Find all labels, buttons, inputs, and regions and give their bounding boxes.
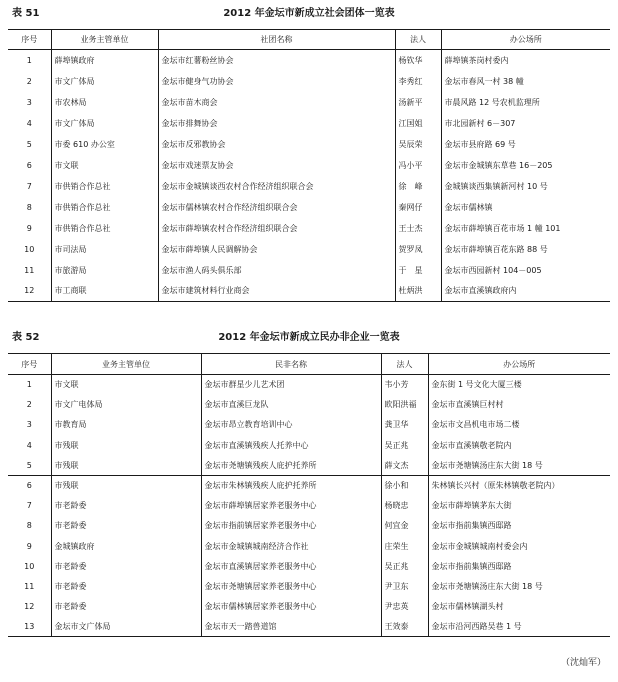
table-row	[8, 134, 610, 155]
table-row	[8, 50, 610, 71]
table-cell: 市文联	[51, 375, 201, 395]
table-cell: 吴辰荣	[395, 134, 441, 155]
table-cell: 金坛市反邪教协会	[158, 134, 395, 155]
table-cell: 市旅游局	[51, 260, 158, 281]
table-cell: 市农林局	[51, 92, 158, 113]
table-cell: 12	[24, 602, 35, 612]
table-cell: 6	[8, 475, 51, 495]
column-header: 序号	[8, 354, 51, 375]
table-cell: 7	[26, 501, 32, 511]
table-cell: 金坛市金城镇城南村委会内	[428, 536, 610, 556]
table-cell: 于 星	[395, 260, 441, 281]
table-cell: 金坛市薛埠镇农村合作经济组织联合会	[158, 218, 395, 239]
table-row	[8, 260, 610, 281]
table-cell: 市老龄委	[51, 597, 201, 617]
table-cell: 市委 610 办公室	[51, 134, 158, 155]
table-row	[8, 455, 610, 475]
table-cell: 金坛市金城镇东草巷 16－205	[441, 155, 610, 176]
table-row	[8, 597, 610, 617]
table-row	[8, 239, 610, 260]
table-cell: 金坛市薛埠镇居家养老服务中心	[201, 496, 381, 516]
table-row	[8, 281, 610, 302]
table-cell: 欧阳洪福	[381, 395, 428, 415]
table-cell: 王效泰	[381, 617, 428, 637]
table-cell: 徐小和	[381, 475, 428, 495]
table-cell: 李秀红	[395, 71, 441, 92]
table-row	[8, 536, 610, 556]
table-cell: 市老龄委	[51, 496, 201, 516]
table-51	[8, 29, 610, 302]
table-cell: 金坛市红薯粉丝协会	[158, 50, 395, 71]
table-cell: 贺罗凤	[395, 239, 441, 260]
table-cell: 金坛市指前集镇西邸路	[428, 516, 610, 536]
table-51-header	[8, 6, 610, 22]
table-cell: 金坛市排舞协会	[158, 113, 395, 134]
table-cell: 金坛市金城镇城南经济合作社	[201, 536, 381, 556]
table-cell: 3	[26, 420, 32, 430]
table-cell: 金坛市建筑材料行业商会	[158, 281, 395, 302]
table-cell: 市文广体局	[51, 71, 158, 92]
table-cell: 11	[24, 581, 35, 591]
table-cell: 金坛市渔人码头俱乐部	[158, 260, 395, 281]
table-cell: 金坛市健身气功协会	[158, 71, 395, 92]
table-cell: 金坛市儒林镇	[441, 197, 610, 218]
column-header: 业务主管单位	[51, 30, 158, 50]
table-cell: 金坛市群星少儿艺术团	[201, 375, 381, 395]
table-cell: 金城镇谈西集镇新河村 10 号	[441, 176, 610, 197]
table-51-label: 表 51	[12, 8, 40, 19]
table-52-body	[8, 375, 610, 637]
table-cell: 金坛市直溪镇敬老院内	[428, 435, 610, 455]
table-cell: 金坛市尧塘镇残疾人庇护托养所	[201, 455, 381, 475]
table-row	[8, 218, 610, 239]
table-51-body	[8, 50, 610, 302]
table-cell: 1	[26, 55, 32, 65]
table-cell: 朱林镇长兴村（原朱林镇敬老院内）	[428, 475, 610, 495]
table-cell: 6	[26, 160, 32, 170]
table-cell: 冯小平	[395, 155, 441, 176]
author-signature: （沈灿军）	[560, 658, 606, 668]
table-cell: 金城镇政府	[51, 536, 201, 556]
table-cell: 金坛市金城镇谈西农村合作经济组织联合会	[158, 176, 395, 197]
table-cell: 金坛市儒林镇居家养老服务中心	[201, 597, 381, 617]
table-cell: 秦网仔	[395, 197, 441, 218]
table-row	[8, 375, 610, 395]
table-cell: 市老龄委	[51, 516, 201, 536]
table-cell: 吴正兆	[381, 435, 428, 455]
table-cell: 11	[24, 265, 35, 275]
table-cell: 市残联	[51, 435, 201, 455]
table-row	[8, 197, 610, 218]
table-cell: 杜炳洪	[395, 281, 441, 302]
column-header: 法人	[395, 30, 441, 50]
table-cell: 江国姐	[395, 113, 441, 134]
table-cell: 市供销合作总社	[51, 176, 158, 197]
table-cell: 金坛市儒林镇湖头村	[428, 597, 610, 617]
table-cell: 13	[8, 617, 51, 637]
table-cell: 市供销合作总社	[51, 197, 158, 218]
table-cell: 4	[26, 440, 32, 450]
table-cell: 金东街 1 号文化大厦三楼	[428, 375, 610, 395]
table-cell: 金坛市薛埠镇人民调解协会	[158, 239, 395, 260]
table-cell: 王士杰	[395, 218, 441, 239]
table-cell: 金坛市直溪镇居家养老服务中心	[201, 556, 381, 576]
table-cell: 市工商联	[51, 281, 158, 302]
table-cell: 韦小芳	[381, 375, 428, 395]
table-cell: 10	[24, 561, 35, 571]
table-cell: 金坛市尧塘镇汤庄东大街 18 号	[428, 455, 610, 475]
table-cell: 金坛市儒林镇农村合作经济组织联合会	[158, 197, 395, 218]
table-cell: 市文联	[51, 155, 158, 176]
table-52	[8, 353, 610, 637]
table-cell: 金坛市西园新村 104－005	[441, 260, 610, 281]
column-header: 办公场所	[441, 30, 610, 50]
table-row	[8, 435, 610, 455]
table-cell: 金坛市春风一村 38 幢	[441, 71, 610, 92]
table-row	[8, 516, 610, 536]
table-cell: 杨钦华	[395, 50, 441, 71]
table-cell: 3	[26, 97, 32, 107]
table-cell: 9	[26, 223, 32, 233]
table-cell: 市晨风路 12 号农机监理所	[441, 92, 610, 113]
table-cell: 金坛市县府路 69 号	[441, 134, 610, 155]
table-row	[8, 176, 610, 197]
table-cell: 市北园新村 6－307	[441, 113, 610, 134]
table-cell: 金坛市直溪镇政府内	[441, 281, 610, 302]
table-cell: 9	[26, 541, 32, 551]
table-52-title: 2012 年金坛市新成立民办非企业一览表	[218, 332, 400, 343]
table-cell: 金坛市指前集镇西邸路	[428, 556, 610, 576]
table-row	[8, 617, 610, 637]
table-cell: 尹卫东	[381, 576, 428, 596]
table-cell: 市老龄委	[51, 576, 201, 596]
table-cell: 金坛市文广体局	[51, 617, 201, 637]
table-row	[8, 576, 610, 596]
table-cell: 金坛市苗木商会	[158, 92, 395, 113]
table-51-header-row	[8, 30, 610, 50]
table-cell: 金坛市天一踏兽道馆	[201, 617, 381, 637]
table-row	[8, 155, 610, 176]
table-cell: 金坛市直溪镇残疾人托养中心	[201, 435, 381, 455]
table-cell: 8	[26, 521, 32, 531]
column-header: 序号	[8, 30, 51, 50]
table-row	[8, 556, 610, 576]
table-cell: 市文广体局	[51, 113, 158, 134]
table-cell: 金坛市直溪镇巨村村	[428, 395, 610, 415]
column-header: 法人	[381, 354, 428, 375]
table-51-title: 2012 年金坛市新成立社会团体一览表	[223, 8, 395, 19]
table-cell: 2	[26, 76, 32, 86]
table-cell: 何宜金	[381, 516, 428, 536]
table-row	[8, 71, 610, 92]
table-cell: 市残联	[51, 455, 201, 475]
table-52-header-row	[8, 354, 610, 375]
table-cell: 汤新平	[395, 92, 441, 113]
table-cell: 4	[26, 118, 32, 128]
table-cell: 2	[26, 400, 32, 410]
table-cell: 金坛市薛埠镇百花市场 1 幢 101	[441, 218, 610, 239]
table-cell: 龚卫华	[381, 415, 428, 435]
table-cell: 金坛市文昌机电市场二楼	[428, 415, 610, 435]
table-cell: 5	[26, 460, 32, 470]
table-cell: 8	[26, 202, 32, 212]
table-row	[8, 415, 610, 435]
table-cell: 5	[26, 139, 32, 149]
table-cell: 10	[24, 244, 35, 254]
table-cell: 7	[26, 181, 32, 191]
table-cell: 金坛市戏迷票友协会	[158, 155, 395, 176]
table-row	[8, 92, 610, 113]
column-header: 民非名称	[201, 354, 381, 375]
table-row	[8, 113, 610, 134]
table-cell: 杨晓忠	[381, 496, 428, 516]
table-cell: 市残联	[51, 475, 201, 495]
table-row	[8, 475, 610, 495]
table-52-label: 表 52	[12, 332, 40, 343]
table-cell: 金坛市指前镇居家养老服务中心	[201, 516, 381, 536]
table-cell: 薛埠镇政府	[51, 50, 158, 71]
table-cell: 市司法局	[51, 239, 158, 260]
table-cell: 薛埠镇茶岗村委内	[441, 50, 610, 71]
table-52-header	[8, 330, 610, 346]
table-cell: 市教育局	[51, 415, 201, 435]
table-cell: 金坛市薛埠镇茅东大街	[428, 496, 610, 516]
table-cell: 金坛市尧塘镇汤庄东大街 18 号	[428, 576, 610, 596]
column-header: 办公场所	[428, 354, 610, 375]
table-cell: 吴正兆	[381, 556, 428, 576]
table-cell: 金坛市直溪巨龙队	[201, 395, 381, 415]
table-cell: 金坛市朱林镇残疾人庇护托养所	[201, 475, 381, 495]
table-cell: 12	[8, 281, 51, 302]
table-cell: 市供销合作总社	[51, 218, 158, 239]
table-cell: 市老龄委	[51, 556, 201, 576]
column-header: 社团名称	[158, 30, 395, 50]
table-cell: 金坛市尧塘镇居家养老服务中心	[201, 576, 381, 596]
table-row	[8, 395, 610, 415]
table-cell: 市文广电体局	[51, 395, 201, 415]
table-cell: 1	[26, 380, 32, 390]
table-row	[8, 496, 610, 516]
column-header: 业务主管单位	[51, 354, 201, 375]
table-cell: 金坛市薛埠镇百花东路 88 号	[441, 239, 610, 260]
table-cell: 徐 峰	[395, 176, 441, 197]
table-cell: 庄荣生	[381, 536, 428, 556]
table-cell: 尹忠英	[381, 597, 428, 617]
table-cell: 金坛市沿河西路吴巷 1 号	[428, 617, 610, 637]
table-cell: 薛文杰	[381, 455, 428, 475]
table-cell: 金坛市昂立教育培训中心	[201, 415, 381, 435]
